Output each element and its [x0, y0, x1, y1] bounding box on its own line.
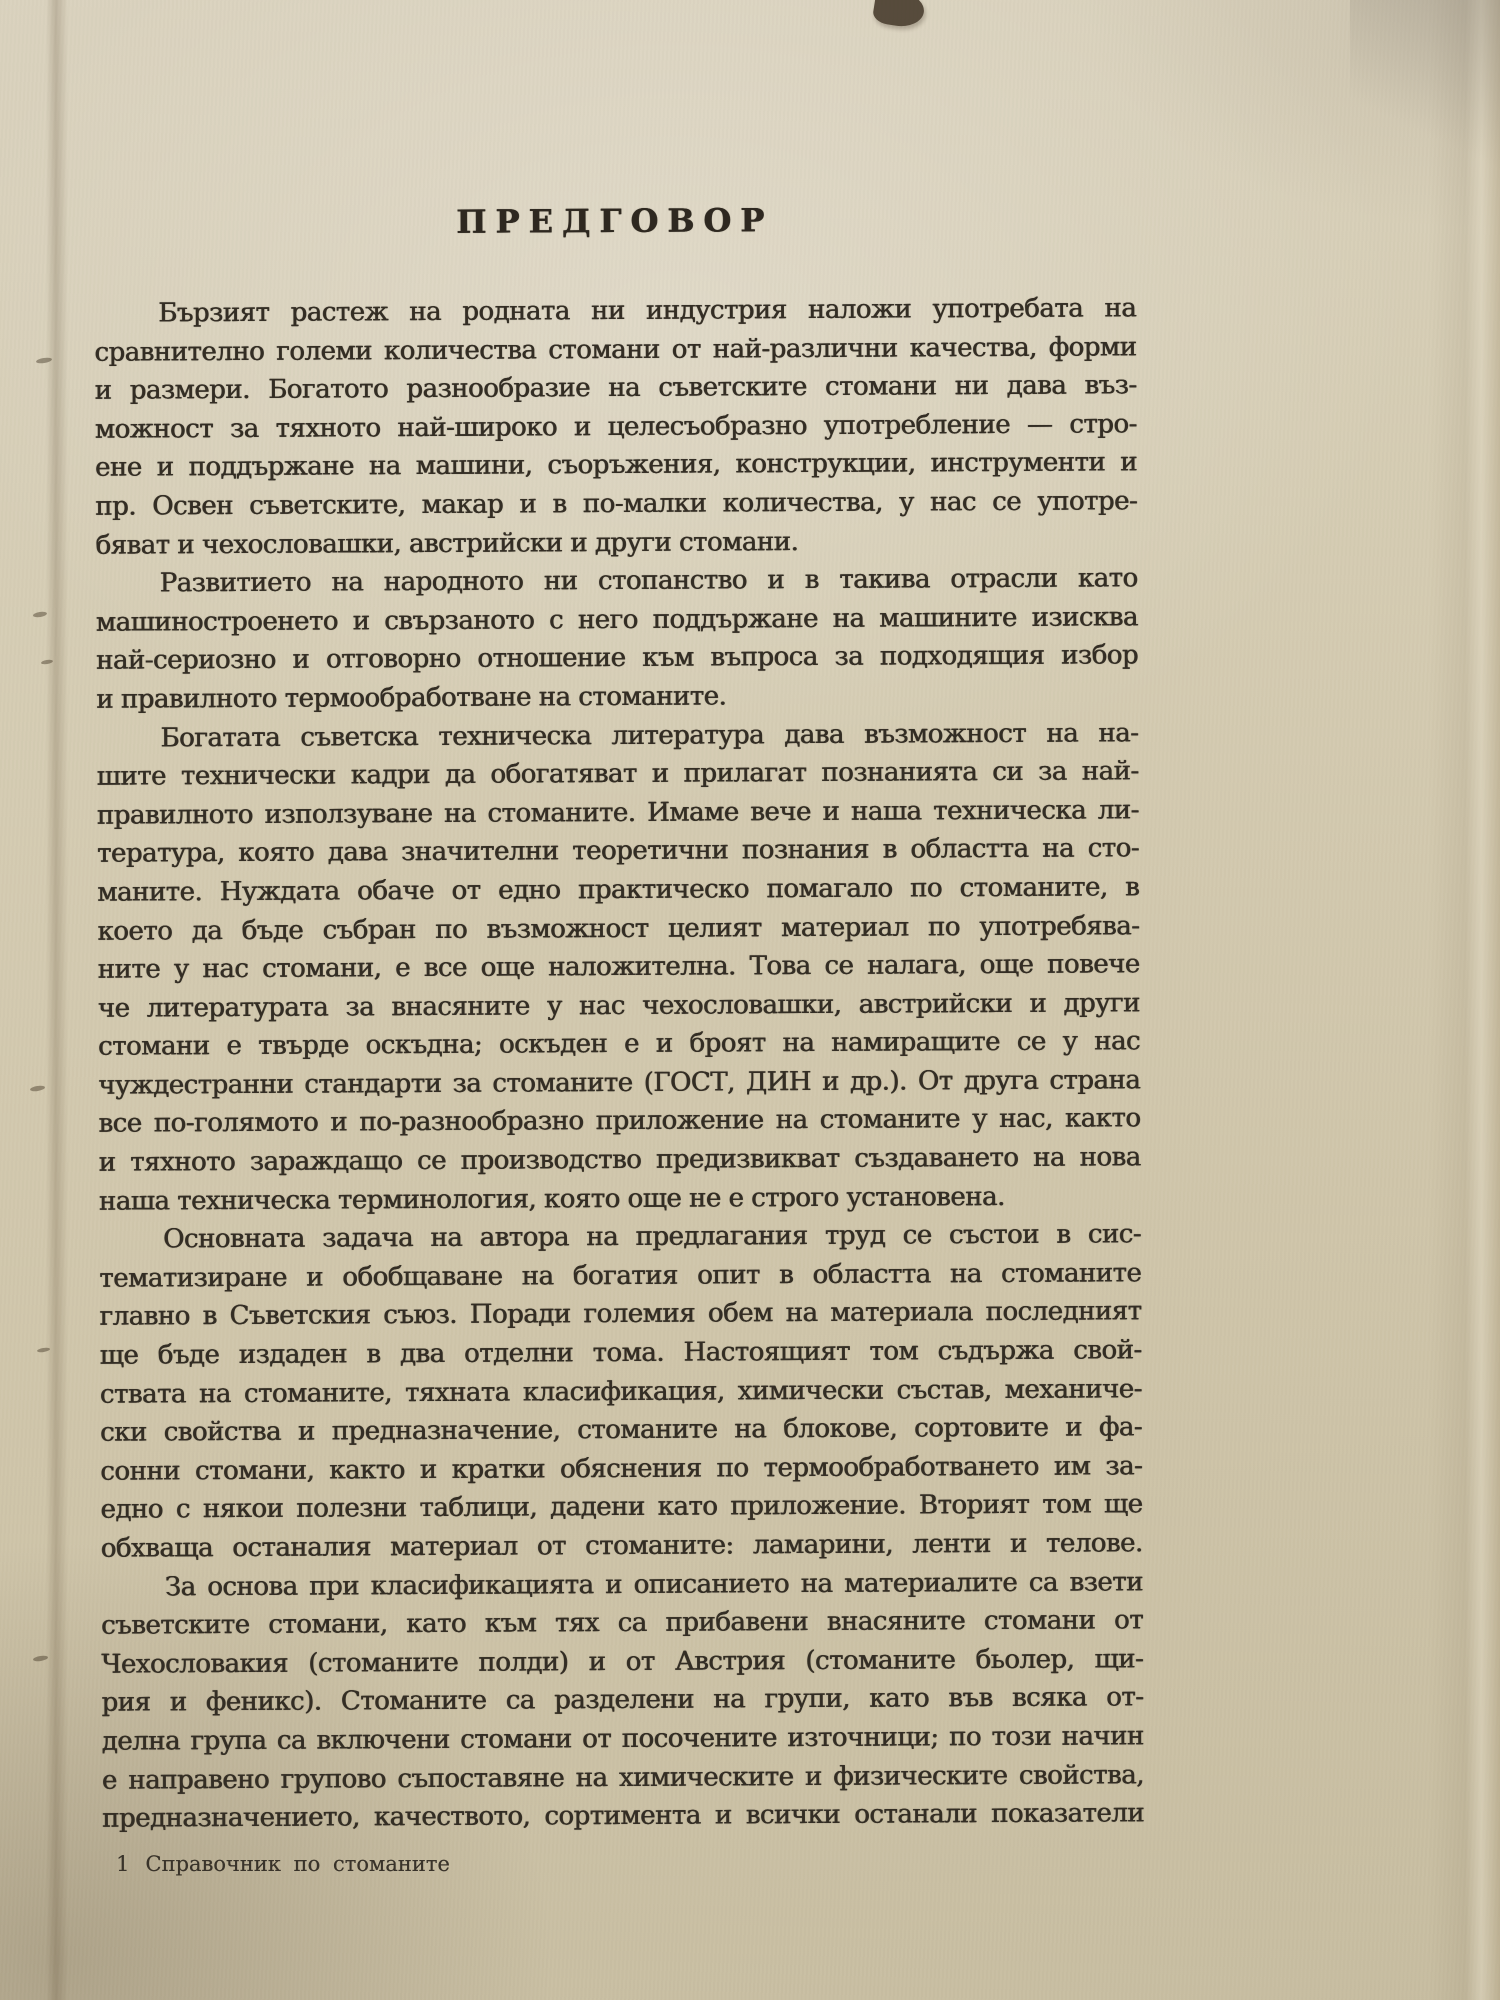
text-line: ски свойства и предназначение, стоманите на блокове, сортовите и фа-: [100, 1412, 1143, 1448]
text-line: Основната задача на автора на предлагания труд се състои в сис-: [163, 1219, 1142, 1255]
binding-crease: [46, 0, 68, 2000]
text-line: Развитието на народното ни стопанство и в такива отрасли като: [159, 563, 1138, 599]
paragraph: [96, 559, 1139, 719]
text-line: сравнително големи количества стомани от най-различни качества, форми: [94, 331, 1137, 368]
text-line: Богатата съветска техническа литература дава възможност на на-: [160, 717, 1139, 753]
text-line: ствата на стоманите, тяхната класификация, химически състав, механиче-: [99, 1373, 1143, 1410]
text-line: маните. Нуждата обаче от едно практическо помагало по стоманите, в: [97, 872, 1140, 908]
text-line: най-сериозно и отговорно отношение към въпроса за подходящия избор: [96, 640, 1139, 677]
text-line: чуждестранни стандарти за стоманите (ГОСТ, ДИН и др.). От друга страна: [98, 1065, 1141, 1101]
text-line: За основа при класификацията и описанието на материалите са взети: [164, 1566, 1144, 1602]
ink-stain: [872, 0, 927, 30]
text-line: Чехословакия (стоманите полди) и от Австрия (стоманите бьолер, щи-: [101, 1644, 1144, 1680]
text-line: предназначението, качеството, сортимента и всички останали показатели: [102, 1798, 1145, 1834]
text-line: бяват и чехословашки, австрийски и други стомани.: [95, 526, 799, 561]
text-line: тература, която дава значителни теоретични познания в областта на сто-: [97, 833, 1140, 870]
text-line: все по-голямото и по-разнообразно приложение на стоманите у нас, както: [98, 1103, 1141, 1140]
page-title: ПРЕДГОВОР: [456, 201, 774, 241]
paragraph: [96, 714, 1141, 1221]
page-edge: [1428, 0, 1500, 2000]
text-line: което да бъде събран по възможност целият материал по употребява-: [97, 910, 1140, 947]
text-line: пр. Освен съветските, макар и в по-малки количества, у нас се употре-: [95, 486, 1138, 522]
text-line: стомани е твърде оскъдна; оскъден е и броят на намиращите се у нас: [98, 1026, 1141, 1063]
text-line: машиностроенето и свързаното с него поддържане на машините изисква: [95, 602, 1138, 638]
text-line: и тяхното зараждащо се производство предизвикват създаването на нова: [98, 1142, 1141, 1178]
text-line: тематизиране и обобщаване на богатия опит в областта на стоманите: [99, 1258, 1142, 1294]
text-line: делна група са включени стомани от посочените източници; по този начин: [101, 1721, 1144, 1757]
paragraph: [99, 1216, 1143, 1569]
text-line: и размери. Богатото разнообразие на съветските стомани ни дава въз-: [94, 370, 1137, 406]
preface-content: [94, 197, 1145, 1838]
text-line: рия и феникс). Стоманите са разделени на групи, като във всяка от-: [101, 1682, 1144, 1719]
preface-text: [94, 289, 1144, 1838]
text-line: обхваща останалия материал от стоманите: ламарини, ленти и телове.: [100, 1528, 1143, 1564]
corner-shade: [1350, 0, 1500, 180]
signature-line: [116, 1852, 450, 1876]
signature-number: 1: [116, 1852, 130, 1876]
text-line: е направено групово съпоставяне на химическите и физическите свойства,: [101, 1759, 1145, 1796]
text-line: ните у нас стомани, е все още наложителна. Това се налага, още повече: [97, 949, 1140, 985]
text-line: главно в Съветския съюз. Поради големия обем на материала последният: [99, 1296, 1142, 1333]
text-line: наша техническа терминология, която още не е строго установена.: [98, 1181, 1005, 1217]
text-line: и правилното термообработване на стоманите.: [96, 681, 727, 715]
signature-title: Справочник по стоманите: [145, 1852, 450, 1876]
text-line: едно с някои полезни таблици, дадени като приложение. Вторият том ще: [100, 1489, 1143, 1526]
text-line: правилното използуване на стоманите. Имаме вече и наша техническа ли-: [96, 794, 1139, 831]
text-line: ще бъде издаден в два отделни тома. Настоящият том съдържа свой-: [99, 1335, 1142, 1371]
book-binding-shadow: [0, 0, 86, 2000]
text-line: шите технически кадри да обогатяват и прилагат познанията си за най-: [96, 756, 1139, 792]
text-line: съветските стомани, като към тях са прибавени внасяните стомани от: [101, 1605, 1144, 1641]
text-line: Бързият растеж на родната ни индустрия наложи употребата на: [158, 293, 1137, 329]
text-line: можност за тяхното най-широко и целесъобразно употребление — стро-: [94, 409, 1137, 445]
paragraph: [94, 289, 1137, 565]
paragraph: [101, 1563, 1144, 1839]
text-line: сонни стомани, както и кратки обяснения по термообработването им за-: [100, 1451, 1143, 1487]
text-line: ене и поддържане на машини, съоръжения, конструкции, инструменти и: [95, 447, 1138, 484]
text-line: че литературата за внасяните у нас чехословашки, австрийски и други: [97, 987, 1141, 1024]
